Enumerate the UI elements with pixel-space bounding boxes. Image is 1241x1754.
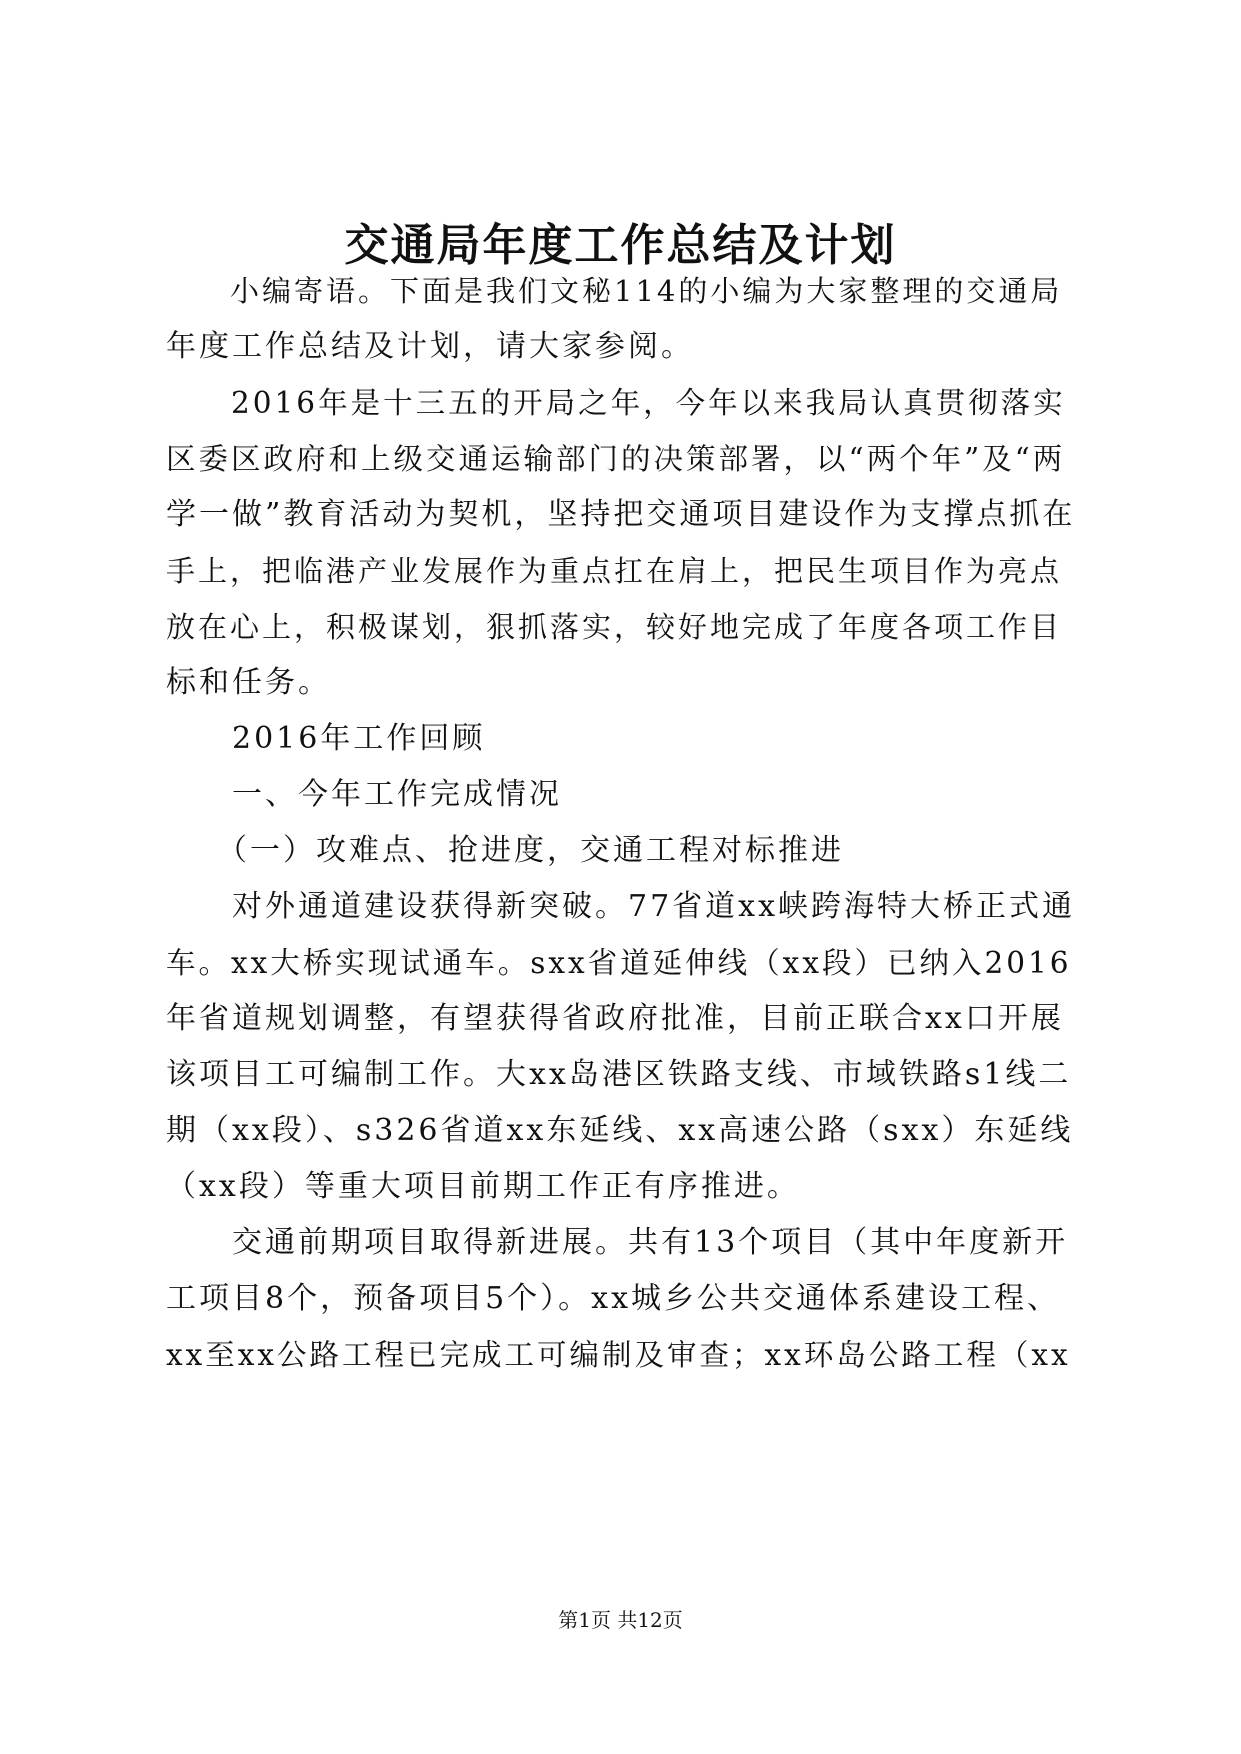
- body-line: 该项目工可编制工作。大xx岛港区铁路支线、市域铁路s1线二: [166, 1057, 1072, 1092]
- page-number-footer: 第1页 共12页: [558, 1608, 683, 1632]
- body-line: 年省道规划调整，有望获得省政府批准，目前正联合xx口开展: [166, 1001, 1064, 1036]
- section-heading: （一）攻难点、抢进度，交通工程对标推进: [166, 833, 844, 868]
- body-line: 对外通道建设获得新突破。77省道xx峡跨海特大桥正式通: [166, 889, 1076, 924]
- body-line: 车。xx大桥实现试通车。sxx省道延伸线（xx段）已纳入2016: [166, 946, 1072, 980]
- body-line: 工项目8个，预备项目5个）。xx城乡公共交通体系建设工程、: [166, 1281, 1061, 1316]
- body-line: 交通前期项目取得新进展。共有13个项目（其中年度新开: [166, 1225, 1069, 1260]
- body-line: 标和任务。: [166, 665, 331, 700]
- body-line: 学一做”教育活动为契机，坚持把交通项目建设作为支撑点抓在: [166, 497, 1076, 532]
- body-line: （xx段）等重大项目前期工作正有序推进。: [166, 1169, 800, 1204]
- body-line: xx至xx公路工程已完成工可编制及审查；xx环岛公路工程（xx: [166, 1338, 1071, 1372]
- body-line: 区委区政府和上级交通运输部门的决策部署，以“两个年”及“两: [166, 442, 1066, 476]
- body-line: 手上，把临港产业发展作为重点扛在肩上，把民生项目作为亮点: [166, 554, 1063, 588]
- body-line: 2016年是十三五的开局之年，今年以来我局认真贯彻落实: [166, 386, 1066, 420]
- section-heading: 2016年工作回顾: [166, 721, 486, 756]
- body-line: 年度工作总结及计划，请大家参阅。: [166, 329, 694, 364]
- body-line: 小编寄语。下面是我们文秘114的小编为大家整理的交通局: [166, 274, 1063, 308]
- body-line: 期（xx段）、s326省道xx东延线、xx高速公路（sxx）东延线: [166, 1113, 1074, 1148]
- section-heading: 一、今年工作完成情况: [166, 777, 562, 812]
- document-title: 交通局年度工作总结及计划: [344, 220, 897, 271]
- body-line: 放在心上，积极谋划，狠抓落实，较好地完成了年度各项工作目: [166, 610, 1063, 644]
